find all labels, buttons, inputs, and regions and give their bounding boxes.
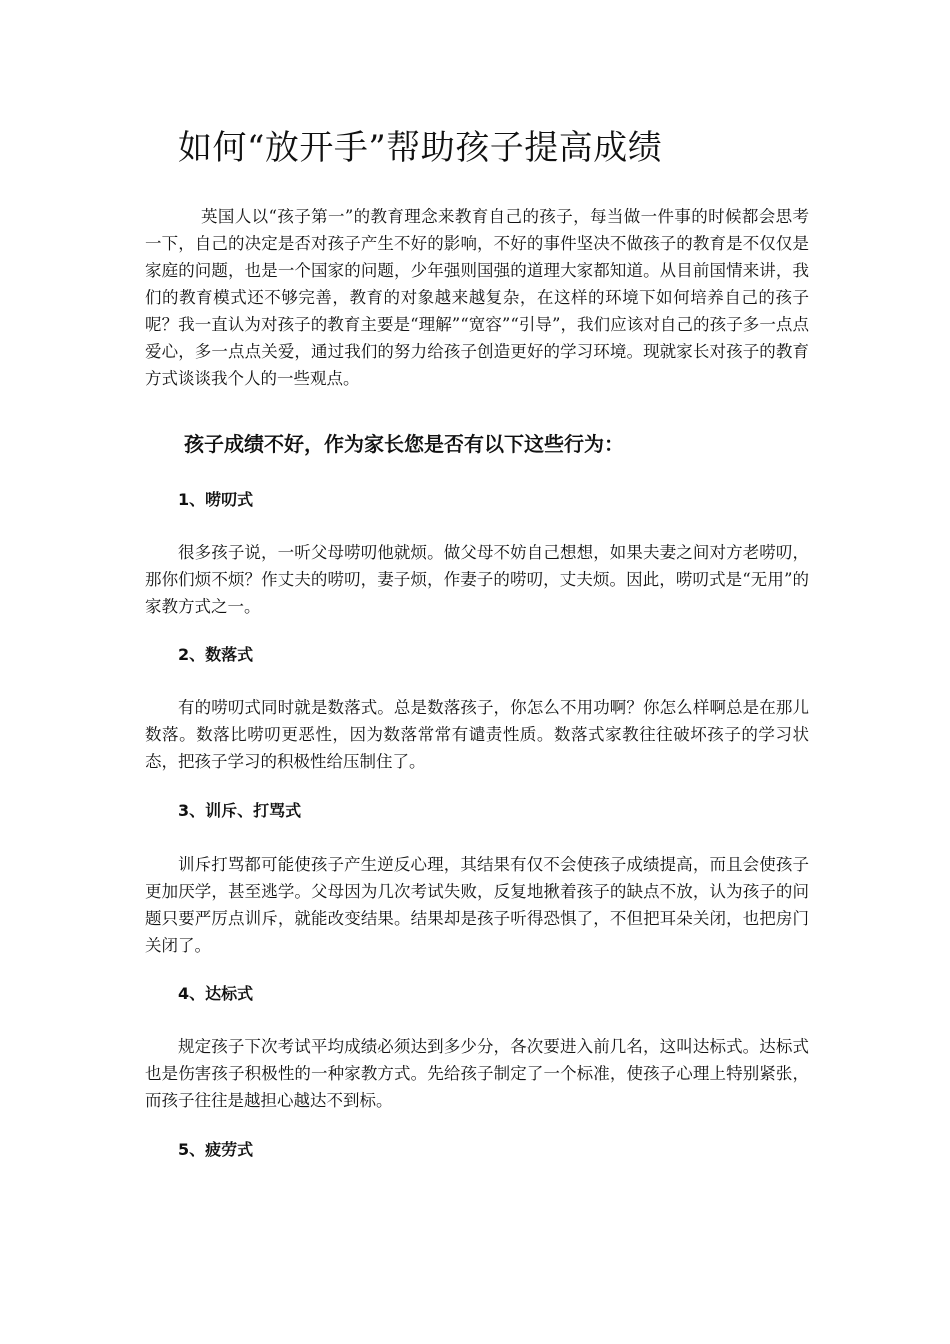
section-subheading: 孩子成绩不好，作为家长您是否有以下这些行为：	[184, 432, 624, 456]
section-heading-1: 1、唠叨式	[178, 490, 254, 509]
section-body-4: 规定孩子下次考试平均成绩必须达到多少分，各次要进入前几名，这叫达标式。达标式也是伤害孩子积极性的一种家教方式。先给孩子制定了一个标准，使孩子心理上特别紧张，而孩子往往是越担心越达不到标。	[145, 1037, 809, 1110]
section-heading-2: 2、数落式	[178, 645, 254, 664]
section-heading-4: 4、达标式	[178, 984, 254, 1003]
section-heading-5: 5、疲劳式	[178, 1140, 254, 1159]
section-body-1: 很多孩子说，一听父母唠叨他就烦。做父母不妨自己想想，如果夫妻之间对方老唠叨，那你们烦不烦？作丈夫的唠叨，妻子烦，作妻子的唠叨，丈夫烦。因此，唠叨式是“无用”的家教方式之一。	[145, 543, 809, 616]
intro-paragraph: 英国人以“孩子第一”的教育理念来教育自己的孩子，每当做一件事的时候都会思考一下，自己的决定是否对孩子产生不好的影响，不好的事件坚决不做孩子的教育是不仅仅是家庭的问题，也是一个国家的问题，少年强则国强的道理大家都知道。从目前国情来讲，我们的教育模式还不够完善，教育的对象越来越复杂，在这样的环境下如何培养自己的孩子呢？我一直认为对孩子的教育主要是“理解”“宽容”“引导”，我们应该对自己的孩子多一点点爱心，多一点点关爱，通过我们的努力给孩子创造更好的学习环境。现就家长对孩子的教育方式谈谈我个人的一些观点。	[145, 207, 809, 388]
page-title: 如何“放开手”帮助孩子提高成绩	[178, 128, 663, 168]
section-body-2: 有的唠叨式同时就是数落式。总是数落孩子，你怎么不用功啊？你怎么样啊总是在那儿数落。数落比唠叨更恶性，因为数落常常有谴责性质。数落式家教往往破坏孩子的学习状态，把孩子学习的积极性给压制住了。	[145, 698, 809, 771]
section-body-3: 训斥打骂都可能使孩子产生逆反心理，其结果有仅不会使孩子成绩提高，而且会使孩子更加厌学，甚至逃学。父母因为几次考试失败，反复地揪着孩子的缺点不放，认为孩子的问题只要严厉点训斥，就能改变结果。结果却是孩子听得恐惧了，不但把耳朵关闭，也把房门关闭了。	[145, 855, 809, 955]
section-heading-3: 3、训斥、打骂式	[178, 801, 302, 820]
